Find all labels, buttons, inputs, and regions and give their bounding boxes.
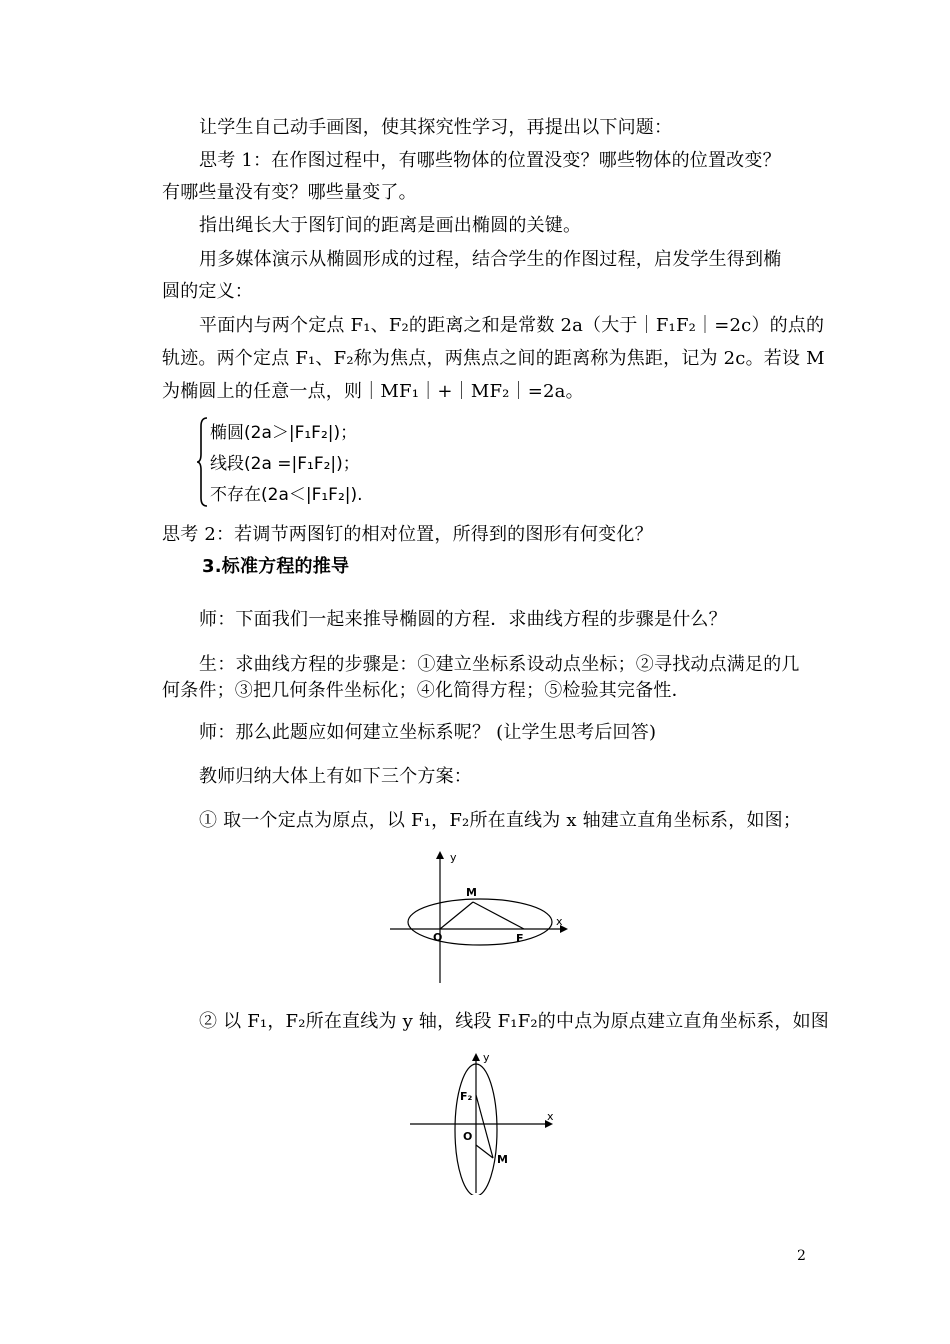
x-label: x: [547, 1110, 554, 1123]
segment-mf1: [440, 902, 473, 929]
paragraph-line: 思考 1：在作图过程中，有哪些物体的位置没变？哪些物体的位置改变？: [199, 150, 781, 171]
paragraph-line: 轨迹。两个定点 F₁、F₂称为焦点，两焦点之间的距离称为焦距，记为 2c。若设 M: [162, 348, 825, 369]
case-none: 不存在(2a＜|F₁F₂|).: [210, 485, 363, 505]
case-segment: 线段(2a =|F₁F₂|)；: [210, 454, 360, 474]
origin-label: O: [463, 1130, 473, 1143]
paragraph-line: 师：下面我们一起来推导椭圆的方程．求曲线方程的步骤是什么？: [199, 609, 727, 630]
y-label: y: [483, 1051, 490, 1064]
section-heading: 3.标准方程的推导: [202, 556, 350, 577]
brace-icon: [196, 416, 210, 508]
point-f-label: F: [516, 932, 524, 945]
segment-mf2: [476, 1095, 493, 1158]
paragraph-line: 圆的定义：: [162, 281, 253, 302]
page-number: 2: [797, 1248, 806, 1264]
ellipse-cases: [196, 416, 436, 508]
point-m-label: M: [466, 886, 477, 899]
x-label: x: [556, 915, 563, 928]
y-label: y: [450, 851, 457, 864]
figure-ellipse-vertical: [405, 1045, 565, 1195]
paragraph-line: 指出绳长大于图钉间的距离是画出椭圆的关键。: [199, 215, 582, 236]
figure-ellipse-horizontal: [380, 845, 580, 990]
paragraph-line: 有哪些量没有变？哪些量变了。: [162, 182, 417, 203]
y-arrow-icon: [436, 851, 444, 859]
paragraph-line: 生：求曲线方程的步骤是：①建立坐标系设动点坐标；②寻找动点满足的几: [199, 654, 800, 675]
paragraph-line: 让学生自己动手画图，使其探究性学习，再提出以下问题：: [199, 117, 673, 138]
paragraph-line: 平面内与两个定点 F₁、F₂的距离之和是常数 2a（大于｜F₁F₂｜=2c）的点的: [199, 315, 825, 336]
segment-mf2: [473, 902, 524, 929]
case-ellipse: 椭圆(2a＞|F₁F₂|)；: [210, 423, 358, 443]
paragraph-line: ① 取一个定点为原点，以 F₁，F₂所在直线为 x 轴建立直角坐标系，如图；: [199, 810, 802, 831]
paragraph-line: 何条件；③把几何条件坐标化；④化简得方程；⑤检验其完备性．: [162, 680, 690, 701]
y-arrow-icon: [472, 1053, 480, 1061]
origin-label: O: [433, 931, 443, 944]
paragraph-line: 思考 2：若调节两图钉的相对位置，所得到的图形有何变化？: [162, 524, 653, 545]
point-f2-label: F₂: [460, 1090, 473, 1103]
paragraph-line: 师：那么此题应如何建立坐标系呢？ (让学生思考后回答): [199, 722, 657, 743]
point-m-label: M: [497, 1153, 508, 1166]
paragraph-line: 教师归纳大体上有如下三个方案：: [199, 766, 472, 787]
paragraph-line: ② 以 F₁，F₂所在直线为 y 轴，线段 F₁F₂的中点为原点建立直角坐标系，如图: [199, 1011, 829, 1032]
paragraph-line: 为椭圆上的任意一点，则｜MF₁｜+｜MF₂｜=2a。: [162, 381, 584, 402]
paragraph-line: 用多媒体演示从椭圆形成的过程，结合学生的作图过程，启发学生得到椭: [199, 249, 782, 270]
